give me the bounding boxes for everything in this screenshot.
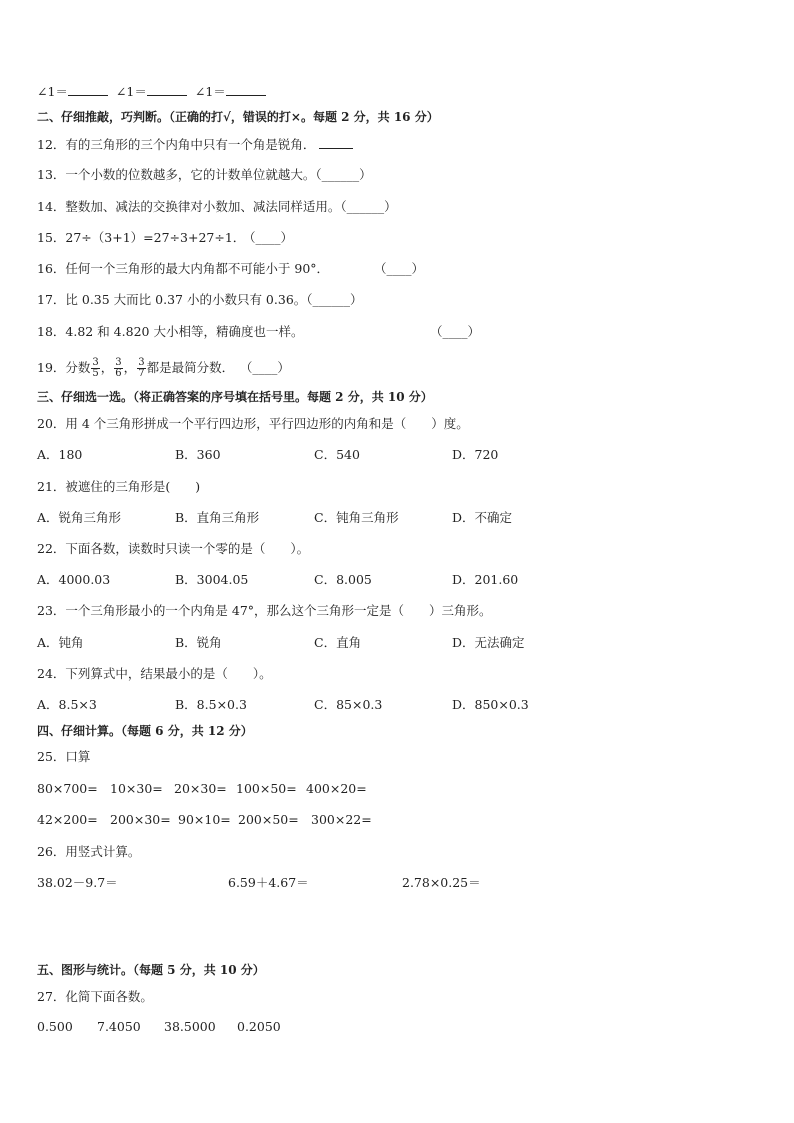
number-item: 0.500 (37, 1019, 73, 1034)
mental-math-item: 300×22= (311, 812, 372, 827)
question-13: 13．一个小数的位数越多，它的计数单位就越大。（______） (37, 167, 372, 182)
answer-blank[interactable] (147, 83, 187, 96)
option-b[interactable]: B．8.5×0.3 (175, 697, 247, 712)
separator: ， (100, 360, 114, 375)
number-item: 0.2050 (237, 1019, 281, 1034)
question-21: 21．被遮住的三角形是( ) (37, 479, 201, 494)
mental-math-item: 400×20= (306, 781, 367, 796)
question-16-paren[interactable]: （____） (374, 261, 425, 276)
option-d[interactable]: D．720 (452, 447, 499, 462)
section3-heading: 三、仔细选一选。（将正确答案的序号填在括号里。每题 2 分，共 10 分） (37, 390, 433, 404)
mental-math-item: 200×50= (238, 812, 299, 827)
mental-math-item: 200×30= (110, 812, 171, 827)
question-19-prefix: 19．分数 (37, 360, 91, 375)
option-c[interactable]: C．直角 (314, 635, 362, 650)
mental-math-item: 90×10= (178, 812, 231, 827)
angle-label-b: ∠1＝ (115, 84, 147, 99)
option-b[interactable]: B．3004.05 (175, 572, 249, 587)
question-19-suffix: 都是最简分数． (146, 360, 235, 375)
mental-math-item: 20×30= (174, 781, 227, 796)
question-26: 26．用竖式计算。 (37, 844, 141, 859)
section4-heading: 四、仔细计算。（每题 6 分，共 12 分） (37, 724, 253, 738)
question-14: 14．整数加、减法的交换律对小数加、减法同样适用。（______） (37, 199, 397, 214)
option-d[interactable]: D．无法确定 (452, 635, 525, 650)
separator: ， (123, 360, 137, 375)
question-20: 20．用 4 个三角形拼成一个平行四边形，平行四边形的内角和是（ ）度。 (37, 416, 469, 431)
question-22: 22．下面各数，读数时只读一个零的是（ ）。 (37, 541, 310, 556)
option-b[interactable]: B．360 (175, 447, 221, 462)
option-c[interactable]: C．85×0.3 (314, 697, 383, 712)
option-d[interactable]: D．850×0.3 (452, 697, 529, 712)
option-a[interactable]: A．钝角 (37, 635, 84, 650)
answer-blank[interactable] (68, 83, 108, 96)
question-15: 15．27÷（3+1）=27÷3+27÷1． (37, 230, 246, 245)
option-a[interactable]: A．4000.03 (37, 572, 111, 587)
question-23: 23．一个三角形最小的一个内角是 47°，那么这个三角形一定是（ ）三角形。 (37, 603, 492, 618)
number-item: 38.5000 (164, 1019, 216, 1034)
option-d[interactable]: D．201.60 (452, 572, 519, 587)
question-24: 24．下列算式中，结果最小的是（ ）。 (37, 666, 272, 681)
option-a[interactable]: A．8.5×3 (37, 697, 97, 712)
mental-math-item: 10×30= (110, 781, 163, 796)
answer-blank[interactable] (319, 136, 353, 149)
mental-math-item: 80×700= (37, 781, 98, 796)
section5-heading: 五、图形与统计。（每题 5 分，共 10 分） (37, 963, 265, 977)
fraction: $\frac{3}{5}$ (92, 357, 99, 379)
option-c[interactable]: C．钝角三角形 (314, 510, 399, 525)
vertical-calc-item: 38.02－9.7＝ (37, 875, 118, 890)
option-a[interactable]: A．180 (37, 447, 83, 462)
option-a[interactable]: A．锐角三角形 (37, 510, 122, 525)
option-c[interactable]: C．540 (314, 447, 360, 462)
mental-math-item: 42×200= (37, 812, 98, 827)
fraction: $\frac{3}{6}$ (115, 357, 122, 379)
vertical-calc-item: 6.59＋4.67＝ (228, 875, 309, 890)
question-18: 18．4.82 和 4.820 大小相等，精确度也一样。 (37, 324, 304, 339)
mental-math-item: 100×50= (236, 781, 297, 796)
question-18-paren[interactable]: （____） (430, 324, 481, 339)
question-15-paren[interactable]: （____） (243, 230, 294, 245)
option-c[interactable]: C．8.005 (314, 572, 372, 587)
answer-blank[interactable] (226, 83, 266, 96)
question-19 (37, 356, 290, 380)
option-d[interactable]: D．不确定 (452, 510, 513, 525)
question-16: 16．任何一个三角形的最大内角都不可能小于 90°． (37, 261, 330, 276)
question-12-text: 12．有的三角形的三个内角中只有一个角是锐角． (37, 137, 316, 152)
question-25: 25．口算 (37, 749, 91, 764)
angle-label-a: ∠1＝ (37, 84, 68, 99)
question-19-paren[interactable]: （____） (246, 360, 290, 375)
option-b[interactable]: B．锐角 (175, 635, 222, 650)
question-12 (37, 136, 353, 153)
question-17: 17．比 0.35 大而比 0.37 小的小数只有 0.36。（______） (37, 292, 363, 307)
angle-answer-row (37, 83, 266, 100)
fraction: $\frac{3}{7}$ (138, 357, 145, 379)
option-b[interactable]: B．直角三角形 (175, 510, 260, 525)
number-item: 7.4050 (97, 1019, 141, 1034)
vertical-calc-item: 2.78×0.25＝ (402, 875, 481, 890)
question-27: 27．化简下面各数。 (37, 989, 153, 1004)
angle-label-c: ∠1＝ (194, 84, 226, 99)
section2-heading: 二、仔细推敲，巧判断。（正确的打√，错误的打×。每题 2 分，共 16 分） (37, 110, 439, 124)
